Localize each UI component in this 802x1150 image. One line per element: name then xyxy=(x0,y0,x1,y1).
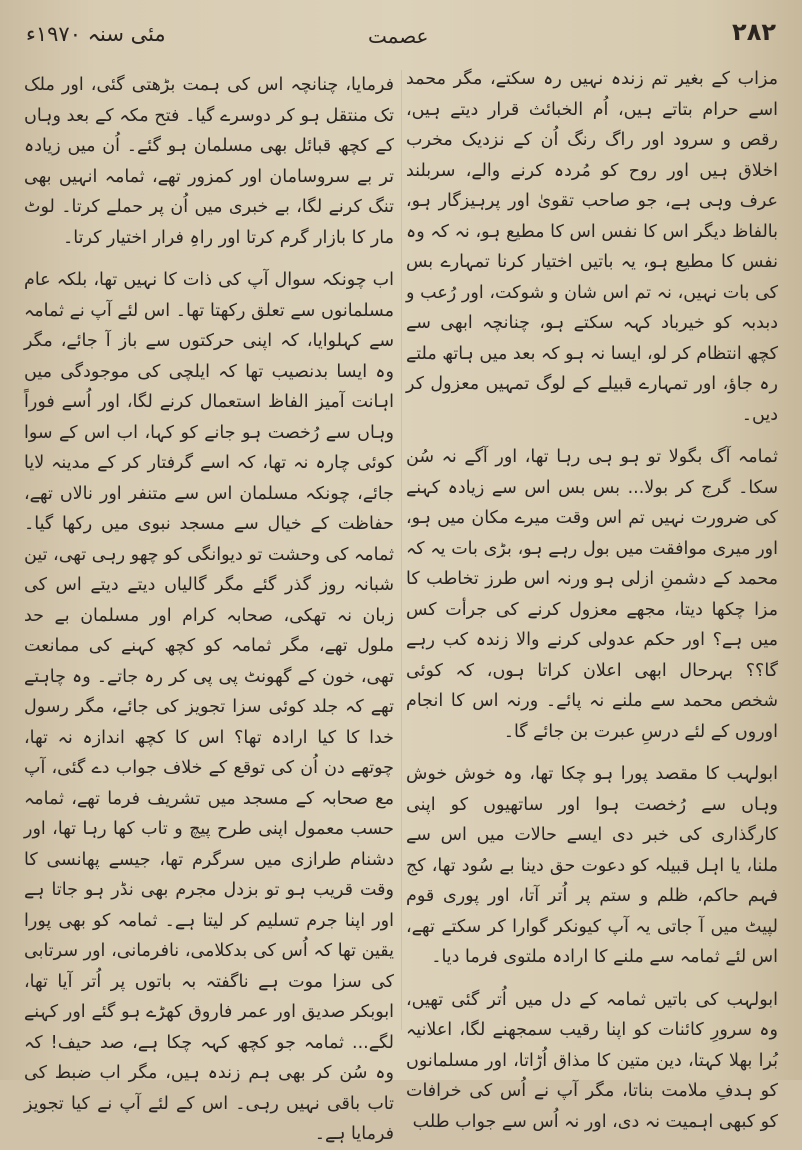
paragraph: ثمامہ آگ بگولا تو ہو ہی رہا تھا، اور آگے نہ سُن سکا۔ گرج کر بولا... بس بس اس سے زیادہ کہنے کی ضرورت نہیں تم اس وقت میرے مکان میں ہو، اور میری موافقت میں بول رہے ہو، بڑی بات یہ کہ محمد کے دشمنِ ازلی ہو ورنہ اس طرز تخاطب کا مزا چکھا دیتا، مجھے معزول کرنے کی جرأت کس میں ہے؟ اور حکم عدولی کرنے والا زندہ کب رہے گا؟؟ بہرحال ابھی اعلان کراتا ہوں، کہ کوئی شخص محمد سے ملنے نہ پائے۔ ورنہ اس کا انجام اوروں کے لئے درسِ عبرت بن جائے گا۔ xyxy=(406,447,778,742)
paragraph: فرمایا، چنانچہ اس کی ہمت بڑھتی گئی، اور ملک تک منتقل ہو کر دوسرے گیا۔ فتح مکہ کے بعد وہاں کے کچھ قبائل بھی مسلمان ہو گئے۔ اُن میں زیادہ تر بے سروسامان اور کمزور تھے، ثمامہ انہیں بھی تنگ کرنے لگا، بے خبری میں اُن پر حملے کرتا۔ لوٹ مار کا بازار گرم کرتا اور راہِ فرار اختیار کرتا۔ xyxy=(24,75,394,248)
left-column xyxy=(24,70,394,1144)
paragraph: اب چونکہ سوال آپ کی ذات کا نہیں تھا، بلکہ عام مسلمانوں سے تعلق رکھتا تھا۔ اس لئے آپ نے ثمامہ سے کہلوایا، کہ اپنی حرکتوں سے باز آ جائے، مگر وہ ایسا بدنصیب تھا کہ ایلچی کی موجودگی میں اہانت آمیز الفاظ استعمال کرنے لگا، اور اُسے فوراً وہاں سے رُخصت ہو جانے کو کہا، اب اس کے سوا کوئی چارہ نہ تھا، کہ اسے گرفتار کر کے مدینہ لایا جائے، چونکہ مسلمان اس سے متنفر اور نالاں تھے، حفاظت کے خیال سے مسجد نبوی میں رکھا گیا۔ ثمامہ کی وحشت تو دیوانگی کو چھو رہی تھی، تین شبانہ روز گذر گئے مگر گالیاں دیتے دیتے اس کی زبان نہ تھکی، صحابہ کرام اور مسلمان بے حد ملول تھے، مگر ثمامہ کو کچھ کہنے کی ممانعت تھی، خون کے گھونٹ پی پی کر رہ جاتے۔ وہ چاہتے تھے کہ جلد کوئی سزا تجویز کی جائے، مگر رسول خدا کا کیا ارادہ تھا؟ اس کا کچھ اندازہ نہ تھا، چوتھے دن اُن کی توقع کے خلاف جواب دے گئی، آپ مع صحابہ کے مسجد میں تشریف فرما تھے، ثمامہ حسب معمول اپنی طرح پیچ و تاب کھا رہا تھا، اور دشنام طرازی میں سرگرم تھا، جیسے پھانسی کا وقت قریب ہو تو بزدل مجرم بھی نڈر ہو جاتا ہے اور اپنا جرم تسلیم کر لیتا ہے۔ ثمامہ کو بھی پورا یقین تھا کہ اُس کی بدکلامی، نافرمانی، اور سرتابی کی سزا موت ہے ناگفتہ بہ باتوں پر اُتر آیا تھا، ابوبکر صدیق اور عمر فاروق کھڑے ہو گئے اور کہنے لگے... ثمامہ جو کچھ کہہ چکا ہے، صد حیف! کہ وہ سُن کر بھی ہم زندہ ہیں، مگر اب ضبط کی تاب باقی نہیں رہی۔ اس کے لئے آپ نے کیا تجویز فرمایا ہے۔ xyxy=(24,270,394,1144)
page-number: ۲۸۲ xyxy=(732,18,776,46)
issue-date: مئی سنہ ۱۹۷۰ء xyxy=(26,22,166,46)
right-column xyxy=(406,64,778,1132)
paragraph: ابولہب کی باتیں ثمامہ کے دل میں اُتر گئی تھیں، وہ سرورِ کائنات کو اپنا رقیب سمجھنے لگا، اعلانیہ بُرا بھلا کہتا، دین متین کا مذاق اُڑاتا، اور مسلمانوں کو ہدفِ ملامت بناتا، مگر آپ نے اُس کی خرافات کو کبھی اہمیت نہ دی، اور نہ اُس سے جواب طلب xyxy=(406,989,778,1132)
paragraph: ابولہب کا مقصد پورا ہو چکا تھا، وہ خوش خوش وہاں سے رُخصت ہوا اور ساتھیوں کو اپنی کارگذاری کی خبر دی ایسے حالات میں اس سے ملنا، یا اہل قبیلہ کو دعوت حق دینا بے سُود تھا، کج فہم حاکم، ظلم و ستم پر اُتر آتا، اور پوری قوم لپیٹ میں آ جاتی یہ آپ کیونکر گوارا کر سکتے تھے، اس لئے ثمامہ سے ملنے کا ارادہ ملتوی فرما دیا۔ xyxy=(406,764,778,967)
paragraph: مزاب کے بغیر تم زندہ نہیں رہ سکتے، مگر محمد اسے حرام بتاتے ہیں، اُم الخبائث قرار دیتے ہیں، رقص و سرود اور راگ رنگ اُن کے نزدیک مخرب اخلاق ہیں اور روح کو مُردہ کرنے والے، سربلند عرف وہی ہے، جو صاحب تقویٰ اور پرہیزگار ہو، بالفاظ دیگر اس کا نفس اس کا مطیع ہو، نہ کہ وہ نفس کا مطیع ہو، یہ باتیں اختیار کرنا تمہارے بس کی بات نہیں، نہ تم اس شان و شوکت، اور رُعب و دبدبہ کو خیرباد کہہ سکتے ہو، چنانچہ ابھی سے کچھ انتظام کر لو، ایسا نہ ہو کہ بعد میں ہاتھ ملتے رہ جاؤ، اور تمہارے قبیلے کے لوگ تمہیں معزول کر دیں۔ xyxy=(406,69,778,425)
column-divider xyxy=(401,70,402,1030)
magazine-title: عصمت xyxy=(368,24,429,48)
page-header xyxy=(0,18,802,58)
